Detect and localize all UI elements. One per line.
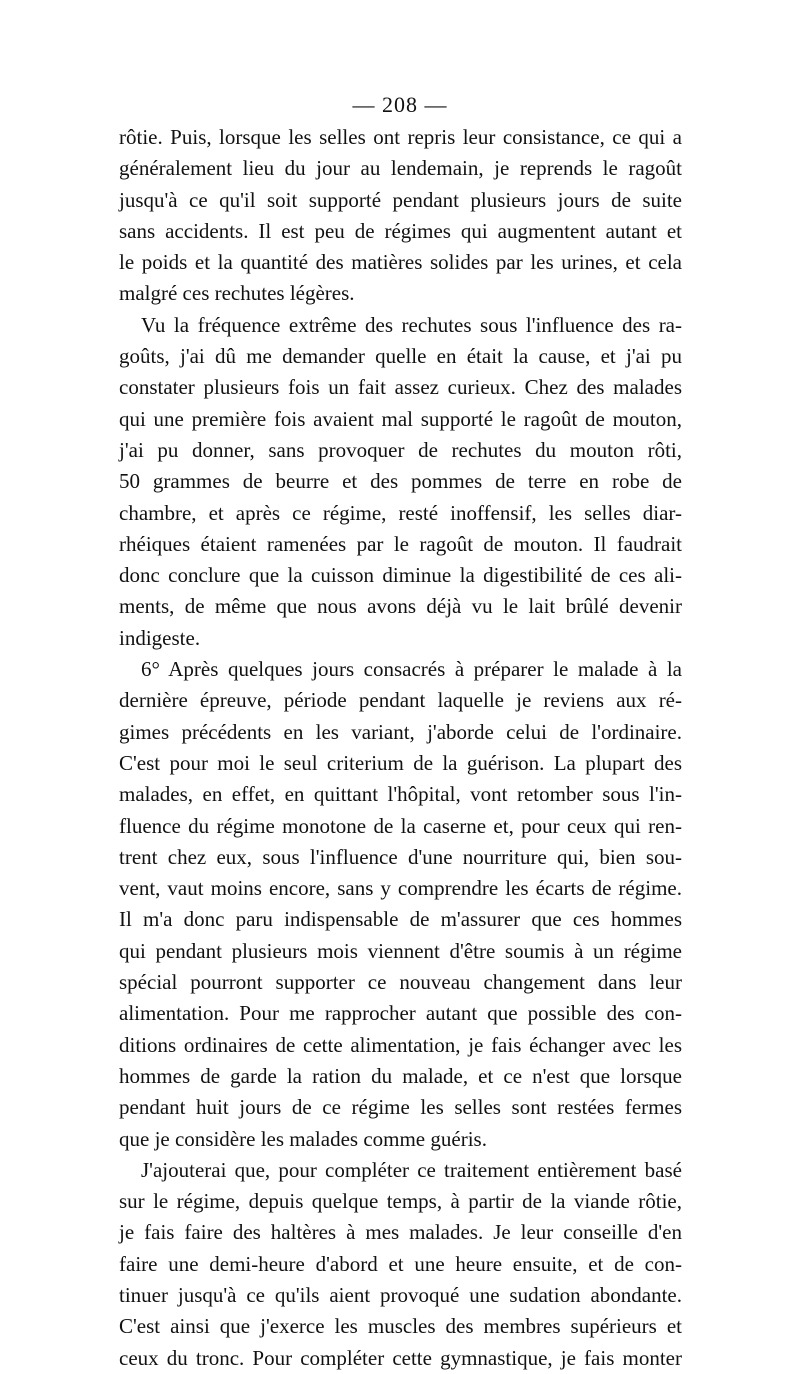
text-line: C'est pour moi le seul criterium de la guérison. La plupart des — [119, 750, 682, 775]
text-line: Vu la fréquence extrême des rechutes sous l'influence des ra- — [141, 312, 682, 337]
text-line: jusqu'à ce qu'il soit supporté pendant plusieurs jours de suite — [119, 187, 682, 212]
text-line: que je considère les malades comme guéris. — [119, 1126, 487, 1151]
text-line: tinuer jusqu'à ce qu'ils aient provoqué une sudation abondante. — [119, 1282, 682, 1307]
text-line: vent, vaut moins encore, sans y comprendre les écarts de régime. — [119, 876, 682, 901]
text-line: malgré ces rechutes légères. — [119, 281, 355, 306]
text-line: ditions ordinaires de cette alimentation, je fais échanger avec les — [119, 1032, 682, 1057]
text-line: je fais faire des haltères à mes malades. Je leur conseille d'en — [119, 1220, 682, 1245]
text-line: 6° Après quelques jours consacrés à préparer le malade à la — [141, 657, 682, 682]
text-line: C'est ainsi que j'exerce les muscles des membres supérieurs et — [119, 1314, 682, 1339]
text-line: Il m'a donc paru indispensable de m'assurer que ces hommes — [119, 907, 682, 932]
text-line: fluence du régime monotone de la caserne et, pour ceux qui ren- — [119, 813, 682, 838]
text-line: sans accidents. Il est peu de régimes qui augmentent autant et — [119, 218, 682, 243]
text-line: 50 grammes de beurre et des pommes de terre en robe de — [119, 469, 682, 494]
text-line: rôtie. Puis, lorsque les selles ont repris leur consistance, ce qui a — [119, 125, 682, 149]
text-line: malades, en effet, en quittant l'hôpital, vont retomber sous l'in- — [119, 782, 682, 807]
text-line: dernière épreuve, période pendant laquelle je reviens aux ré- — [119, 688, 682, 713]
text-line: goûts, j'ai dû me demander quelle en était la cause, et j'ai pu — [119, 344, 682, 369]
text-line: ceux du tronc. Pour compléter cette gymnastique, je fais monter — [119, 1345, 682, 1370]
text-line: généralement lieu du jour au lendemain, je reprends le ragoût — [119, 156, 682, 181]
text-line: sur le régime, depuis quelque temps, à partir de la viande rôtie, — [119, 1189, 682, 1214]
text-line: donc conclure que la cuisson diminue la digestibilité de ces ali- — [119, 563, 682, 588]
text-line: pendant huit jours de ce régime les selles sont restées fermes — [119, 1095, 682, 1120]
text-line: ments, de même que nous avons déjà vu le lait brûlé devenir — [119, 594, 682, 619]
text-line: constater plusieurs fois un fait assez curieux. Chez des malades — [119, 375, 682, 400]
text-line: qui une première fois avaient mal supporté le ragoût de mouton, — [119, 406, 682, 431]
text-line: spécial pourront supporter ce nouveau changement dans leur — [119, 970, 682, 995]
text-line: qui pendant plusieurs mois viennent d'être soumis à un régime — [119, 938, 682, 963]
text-line: rhéiques étaient ramenées par le ragoût de mouton. Il faudrait — [119, 531, 682, 556]
text-line: J'ajouterai que, pour compléter ce traitement entièrement basé — [141, 1157, 682, 1182]
text-line: gimes précédents en les variant, j'aborde celui de l'ordinaire. — [119, 719, 682, 744]
text-line: alimentation. Pour me rapprocher autant que possible des con- — [119, 1001, 682, 1026]
text-line: le poids et la quantité des matières solides par les urines, et cela — [119, 250, 682, 275]
page-number: — 208 — — [352, 92, 448, 117]
text-line: j'ai pu donner, sans provoquer de rechutes du mouton rôti, — [119, 437, 682, 462]
text-line: faire une demi-heure d'abord et une heure ensuite, et de con- — [119, 1251, 682, 1276]
body-text — [119, 122, 682, 1374]
text-line: trent chez eux, sous l'influence d'une nourriture qui, bien sou- — [119, 844, 682, 869]
text-line: chambre, et après ce régime, resté inoffensif, les selles diar- — [119, 500, 682, 525]
text-line: hommes de garde la ration du malade, et ce n'est que lorsque — [119, 1063, 682, 1088]
text-line: indigeste. — [119, 625, 201, 650]
